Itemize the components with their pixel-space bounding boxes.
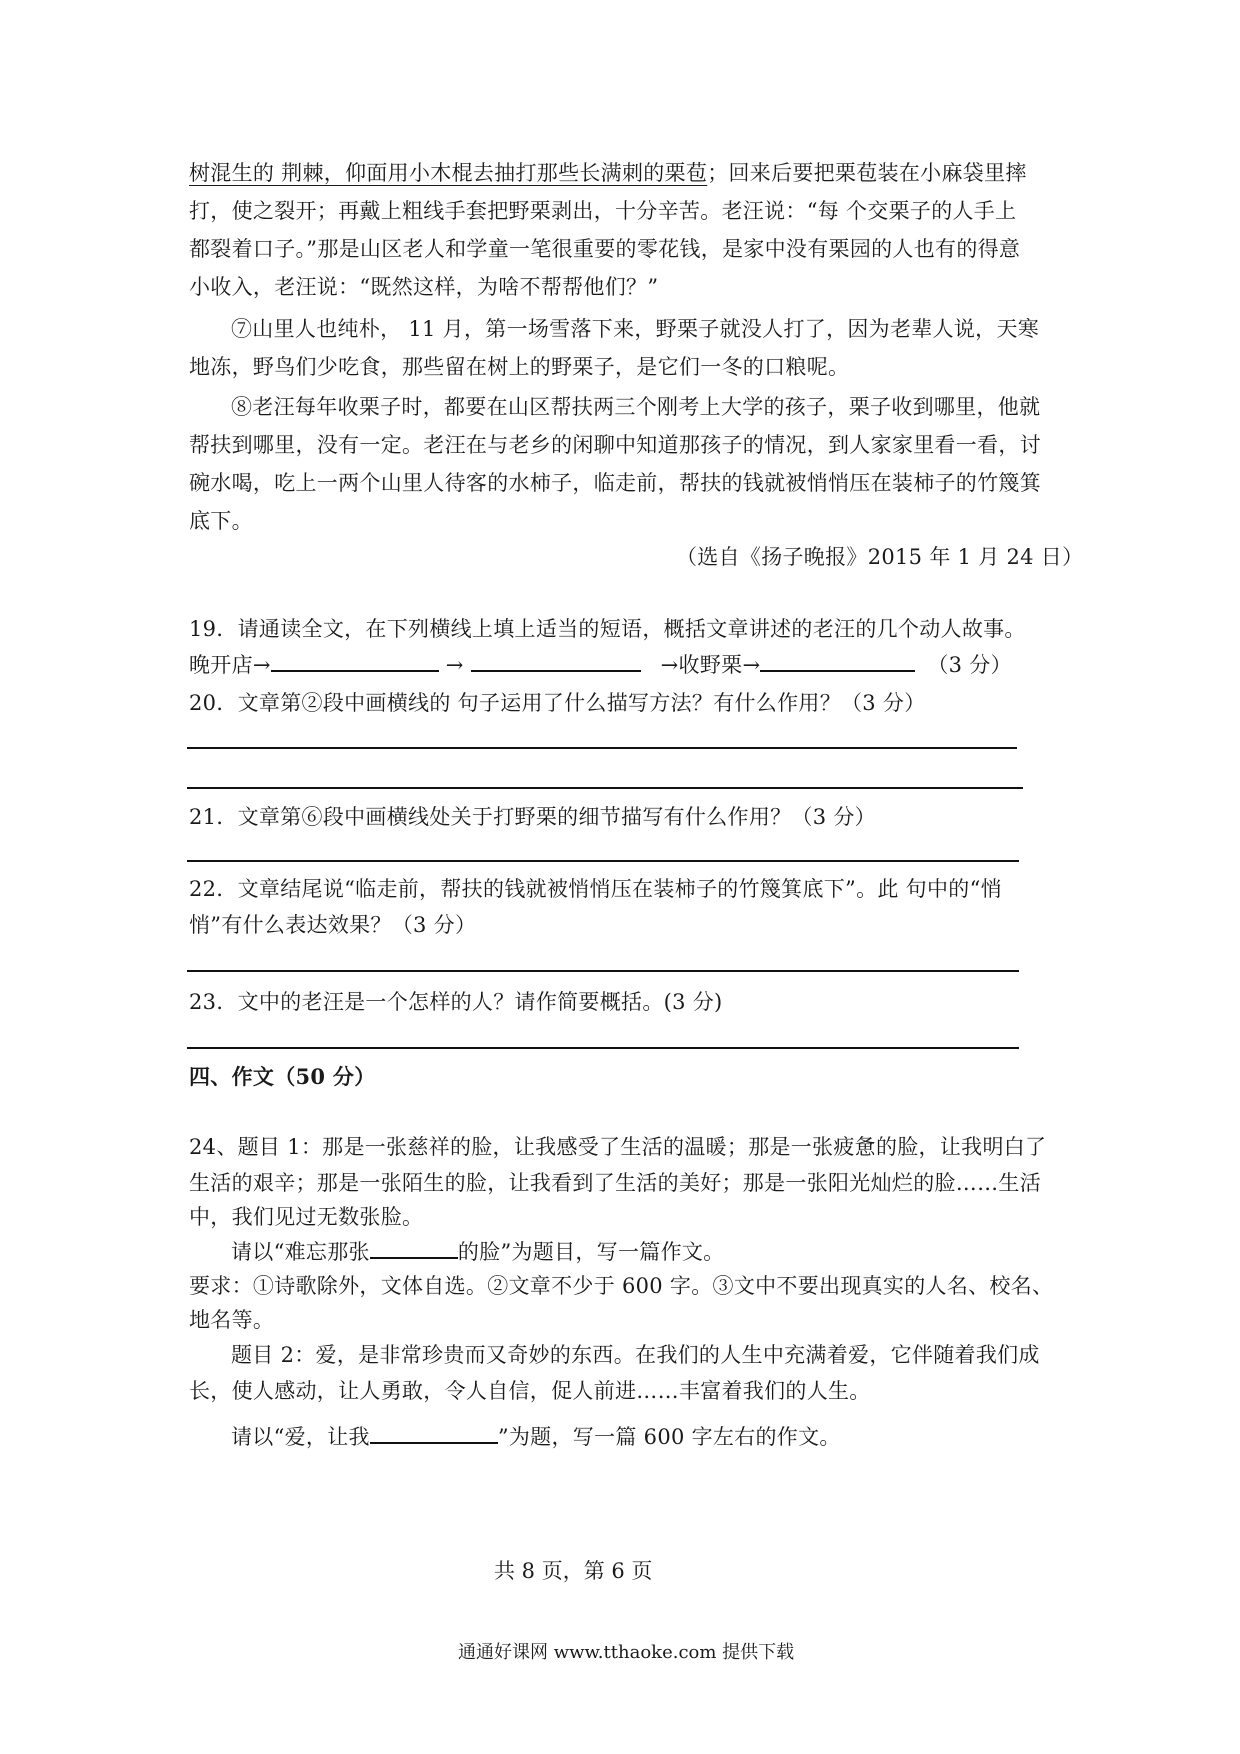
passage-line: 都裂着口子。”那是山区老人和学童一笔很重要的零花钱，是家中没有栗园的人也有的得意	[189, 237, 1021, 261]
passage-line: 小收入，老汪说：“既然这样，为啥不帮帮他们？”	[189, 275, 659, 299]
composition-text: 地名等。	[189, 1308, 275, 1332]
passage-line	[189, 156, 1027, 190]
composition-prompt	[231, 1235, 724, 1269]
section-heading: 四、作文（50 分）	[189, 1064, 376, 1089]
passage-line: 帮扶到哪里，没有一定。老汪在与老乡的闲聊中知道那孩子的情况，到人家家里看一看，讨	[189, 433, 1041, 457]
composition-prompt	[231, 1420, 841, 1454]
answer-line[interactable]	[187, 970, 1019, 972]
passage-line: ⑧老汪每年收栗子时，都要在山区帮扶两三个刚考上大学的孩子，栗子收到哪里，他就	[231, 395, 1041, 419]
question-20: 20．文章第②段中画横线的 句子运用了什么描写方法？有什么作用？（3 分）	[189, 691, 926, 715]
question-22: 22．文章结尾说“临走前，帮扶的钱就被悄悄压在装柿子的竹篾箕底下”。此 句中的“悄	[189, 877, 1002, 901]
passage-source: （选自《扬子晚报》2015 年 1 月 24 日）	[676, 545, 1084, 569]
question-22: 悄”有什么表达效果？（3 分）	[189, 913, 477, 937]
question-19-answer-line	[189, 648, 1012, 682]
q19-label: 晚开店→	[189, 653, 271, 677]
question-21: 21．文章第⑥段中画横线处关于打野栗的细节描写有什么作用？（3 分）	[189, 805, 876, 829]
answer-line[interactable]	[187, 747, 1017, 749]
answer-blank[interactable]	[370, 1235, 458, 1259]
composition-text: 要求：①诗歌除外，文体自选。②文章不少于 600 字。③文中不要出现真实的人名、校名、	[189, 1274, 1054, 1298]
prompt-text: 的脸”为题目，写一篇作文。	[457, 1240, 725, 1264]
q19-label: →收野栗→	[660, 653, 761, 677]
answer-blank[interactable]	[370, 1420, 498, 1444]
page-number: 共 8 页，第 6 页	[494, 1559, 653, 1583]
underlined-text: 树混生的 荆棘，仰面用小木棍去抽打那些长满刺的栗苞	[189, 161, 708, 185]
passage-line: 碗水喝，吃上一两个山里人待客的水柿子，临走前，帮扶的钱就被悄悄压在装柿子的竹篾箕	[189, 471, 1041, 495]
composition-text: 生活的艰辛；那是一张陌生的脸，让我看到了生活的美好；那是一张阳光灿烂的脸……生活	[189, 1171, 1041, 1195]
composition-text: 长，使人感动，让人勇敢，令人自信，促人前进……丰富着我们的人生。	[189, 1379, 871, 1403]
composition-text: 中，我们见过无数张脸。	[189, 1205, 424, 1229]
q19-score: （3 分）	[927, 653, 1012, 677]
prompt-text: 请以“爱，让我	[231, 1425, 370, 1449]
answer-line[interactable]	[187, 1047, 1019, 1049]
passage-line: 地冻，野鸟们少吃食，那些留在树上的野栗子，是它们一冬的口粮呢。	[189, 355, 850, 379]
answer-blank[interactable]	[760, 648, 915, 672]
answer-line[interactable]	[187, 860, 1019, 862]
prompt-text: ”为题，写一篇 600 字左右的作文。	[497, 1425, 841, 1449]
passage-line: ⑦山里人也纯朴， 11 月，第一场雪落下来，野栗子就没人打了，因为老辈人说，天寒	[231, 317, 1040, 341]
question-19: 19．请通读全文，在下列横线上填上适当的短语，概括文章讲述的老汪的几个动人故事。	[189, 617, 1026, 641]
answer-blank[interactable]	[271, 648, 439, 672]
composition-text: 24、题目 1：那是一张慈祥的脸，让我感受了生活的温暖；那是一张疲惫的脸，让我明白了	[189, 1135, 1047, 1159]
q19-label: →	[438, 653, 471, 677]
answer-blank[interactable]	[471, 648, 641, 672]
prompt-text: 请以“难忘那张	[231, 1240, 370, 1264]
site-credit: 通通好课网 www.tthaoke.com 提供下载	[458, 1642, 795, 1663]
passage-line: 打，使之裂开；再戴上粗线手套把野栗剥出，十分辛苦。老汪说：“每 个交栗子的人手上	[189, 199, 1017, 223]
composition-text: 题目 2：爱，是非常珍贵而又奇妙的东西。在我们的人生中充满着爱，它伴随着我们成	[231, 1343, 1040, 1367]
question-23: 23．文中的老汪是一个怎样的人？请作简要概括。(3 分)	[189, 990, 723, 1014]
answer-line[interactable]	[187, 787, 1023, 789]
passage-line: 底下。	[189, 509, 253, 533]
passage-text: ；回来后要把栗苞装在小麻袋里摔	[707, 161, 1027, 185]
